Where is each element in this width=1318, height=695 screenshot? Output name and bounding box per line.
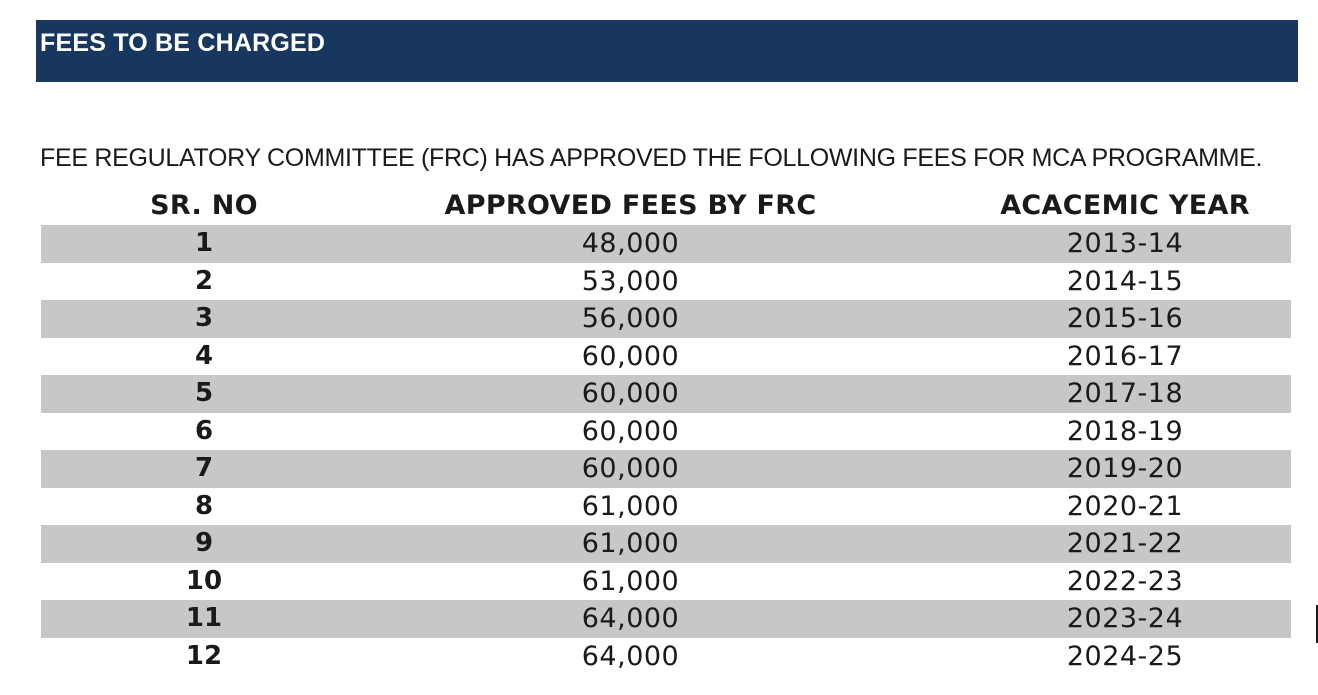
column-header-sr-no: SR. NO [150, 190, 258, 221]
sr-no-cell: 4 [194, 340, 214, 371]
fee-cell: 60,000 [581, 415, 680, 447]
fee-cell: 48,000 [581, 228, 680, 259]
sr-no-cell: 10 [185, 565, 223, 596]
fee-cell: 64,000 [581, 640, 680, 672]
fee-cell: 60,000 [581, 453, 680, 484]
sr-no-cell: 3 [194, 303, 214, 333]
year-cell: 2018-19 [1066, 415, 1184, 447]
sr-no-cell: 1 [194, 228, 214, 258]
table-row [41, 225, 1291, 263]
sr-no-cell: 12 [185, 640, 223, 671]
table-row [41, 263, 1291, 301]
sr-no-cell: 11 [185, 603, 223, 633]
table-row [41, 563, 1291, 601]
fee-cell: 64,000 [581, 603, 680, 634]
table-row [41, 638, 1291, 676]
header-bar [36, 20, 1298, 82]
table-row [41, 525, 1291, 563]
year-cell: 2020-21 [1066, 490, 1184, 522]
year-cell: 2023-24 [1066, 603, 1184, 634]
year-cell: 2019-20 [1066, 453, 1184, 484]
fee-cell: 61,000 [581, 528, 680, 559]
table-row [41, 450, 1291, 488]
fee-cell: 60,000 [581, 340, 680, 372]
year-cell: 2022-23 [1066, 565, 1184, 597]
sr-no-cell: 8 [194, 490, 214, 521]
table-row [41, 600, 1291, 638]
table-row [41, 338, 1291, 376]
page-title: FEES TO BE CHARGED [40, 29, 326, 57]
year-cell: 2015-16 [1066, 303, 1184, 334]
sr-no-cell: 9 [194, 528, 214, 558]
fee-cell: 61,000 [581, 565, 680, 597]
year-cell: 2016-17 [1066, 340, 1184, 372]
table-row [41, 413, 1291, 451]
fee-cell: 53,000 [581, 265, 680, 297]
intro-text: FEE REGULATORY COMMITTEE (FRC) HAS APPROVED THE FOLLOWING FEES FOR MCA PROGRAMME. [40, 144, 1263, 172]
table-row [41, 488, 1291, 526]
year-cell: 2013-14 [1066, 228, 1184, 259]
column-header-approved-fees: APPROVED FEES BY FRC [444, 190, 817, 221]
sr-no-cell: 2 [194, 265, 214, 296]
fee-cell: 61,000 [581, 490, 680, 522]
fee-cell: 56,000 [581, 303, 680, 334]
fee-cell: 60,000 [581, 378, 680, 409]
year-cell: 2021-22 [1066, 528, 1184, 559]
table-row [41, 300, 1291, 338]
table-header-row [41, 187, 1291, 225]
sr-no-cell: 7 [194, 453, 214, 483]
column-header-academic-year: ACACEMIC YEAR [1000, 190, 1250, 221]
sr-no-cell: 6 [194, 415, 214, 446]
year-cell: 2024-25 [1066, 640, 1184, 672]
year-cell: 2014-15 [1066, 265, 1184, 297]
year-cell: 2017-18 [1066, 378, 1184, 409]
fees-table [41, 187, 1291, 675]
table-row [41, 375, 1291, 413]
sr-no-cell: 5 [194, 378, 214, 408]
